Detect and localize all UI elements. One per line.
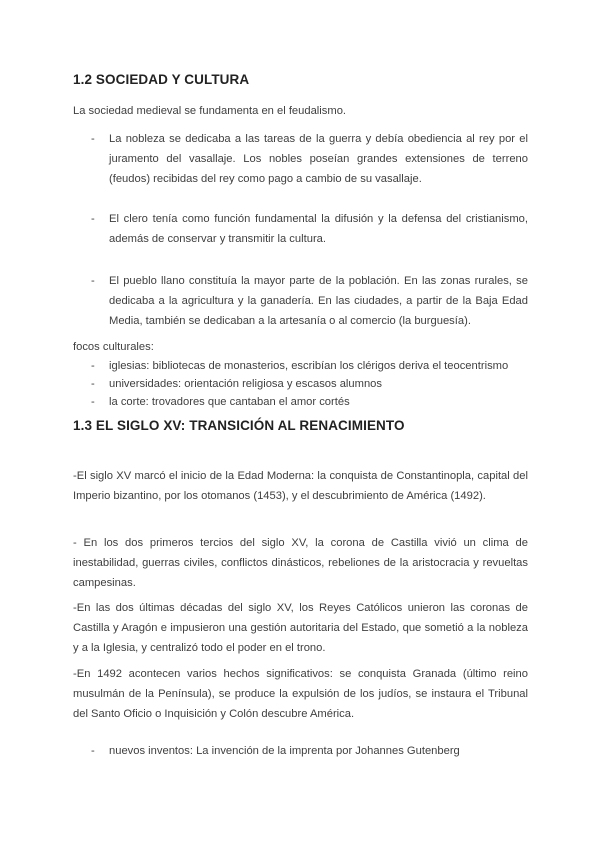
list-text: universidades: orientación religiosa y escasos alumnos <box>109 378 382 390</box>
section-heading-sociedad-cultura: 1.2 SOCIEDAD Y CULTURA <box>73 72 250 87</box>
focos-label: focos culturales: <box>73 341 154 353</box>
intro-paragraph: La sociedad medieval se fundamenta en el feudalismo. <box>73 105 347 117</box>
list-text: iglesias: bibliotecas de monasterios, escribían los clérigos deriva el teocentrismo <box>109 360 509 372</box>
list-text: nuevos inventos: La invención de la imprenta por Johannes Gutenberg <box>109 745 460 757</box>
section-heading-siglo-xv: 1.3 EL SIGLO XV: TRANSICIÓN AL RENACIMIENTO <box>73 418 405 433</box>
list-dash: - <box>91 745 95 757</box>
paragraph-castilla: - En los dos primeros tercios del siglo XV, la corona de Castilla vivió un clima de inestabilidad, guerras civiles, conflictos dinásticos, rebeliones de la aristocracia y revueltas campesinas. <box>73 537 528 589</box>
list-dash: - <box>91 360 95 372</box>
bullet-text: La nobleza se dedicaba a las tareas de la guerra y debía obediencia al rey por el juramento del vasallaje. Los nobles poseían grandes extensiones de terreno (feudos) recibidas del rey como pago a cambio de su vasallaje. <box>109 133 528 185</box>
list-dash: - <box>91 378 95 390</box>
bullet-text: El clero tenía como función fundamental la difusión y la defensa del cristianismo, además de conservar y transmitir la cultura. <box>109 213 528 245</box>
paragraph-reyes-catolicos: -En las dos últimas décadas del siglo XV, los Reyes Católicos unieron las coronas de Castilla y Aragón e impusieron una gestión autoritaria del Estado, que sometió a la nobleza y a la Iglesia, y centralizó todo el poder en el trono. <box>73 602 528 654</box>
bullet-dash: - <box>91 213 95 225</box>
bullet-dash: - <box>91 133 95 145</box>
bullet-dash: - <box>91 275 95 287</box>
paragraph-edad-moderna: -El siglo XV marcó el inicio de la Edad Moderna: la conquista de Constantinopla, capital del Imperio bizantino, por los otomanos (1453), y el descubrimiento de América (1492). <box>73 470 528 502</box>
list-dash: - <box>91 396 95 408</box>
bullet-text: El pueblo llano constituía la mayor parte de la población. En las zonas rurales, se dedicaba a la agricultura y la ganadería. En las ciudades, a partir de la Baja Edad Media, también se dedicaban a la artesanía o al comercio (la burguesía). <box>109 275 528 327</box>
list-text: la corte: trovadores que cantaban el amor cortés <box>109 396 350 408</box>
paragraph-1492: -En 1492 acontecen varios hechos significativos: se conquista Granada (último reino musulmán de la Península), se produce la expulsión de los judíos, se instaura el Tribunal del Santo Oficio o Inquisición y Colón descubre América. <box>73 668 528 720</box>
